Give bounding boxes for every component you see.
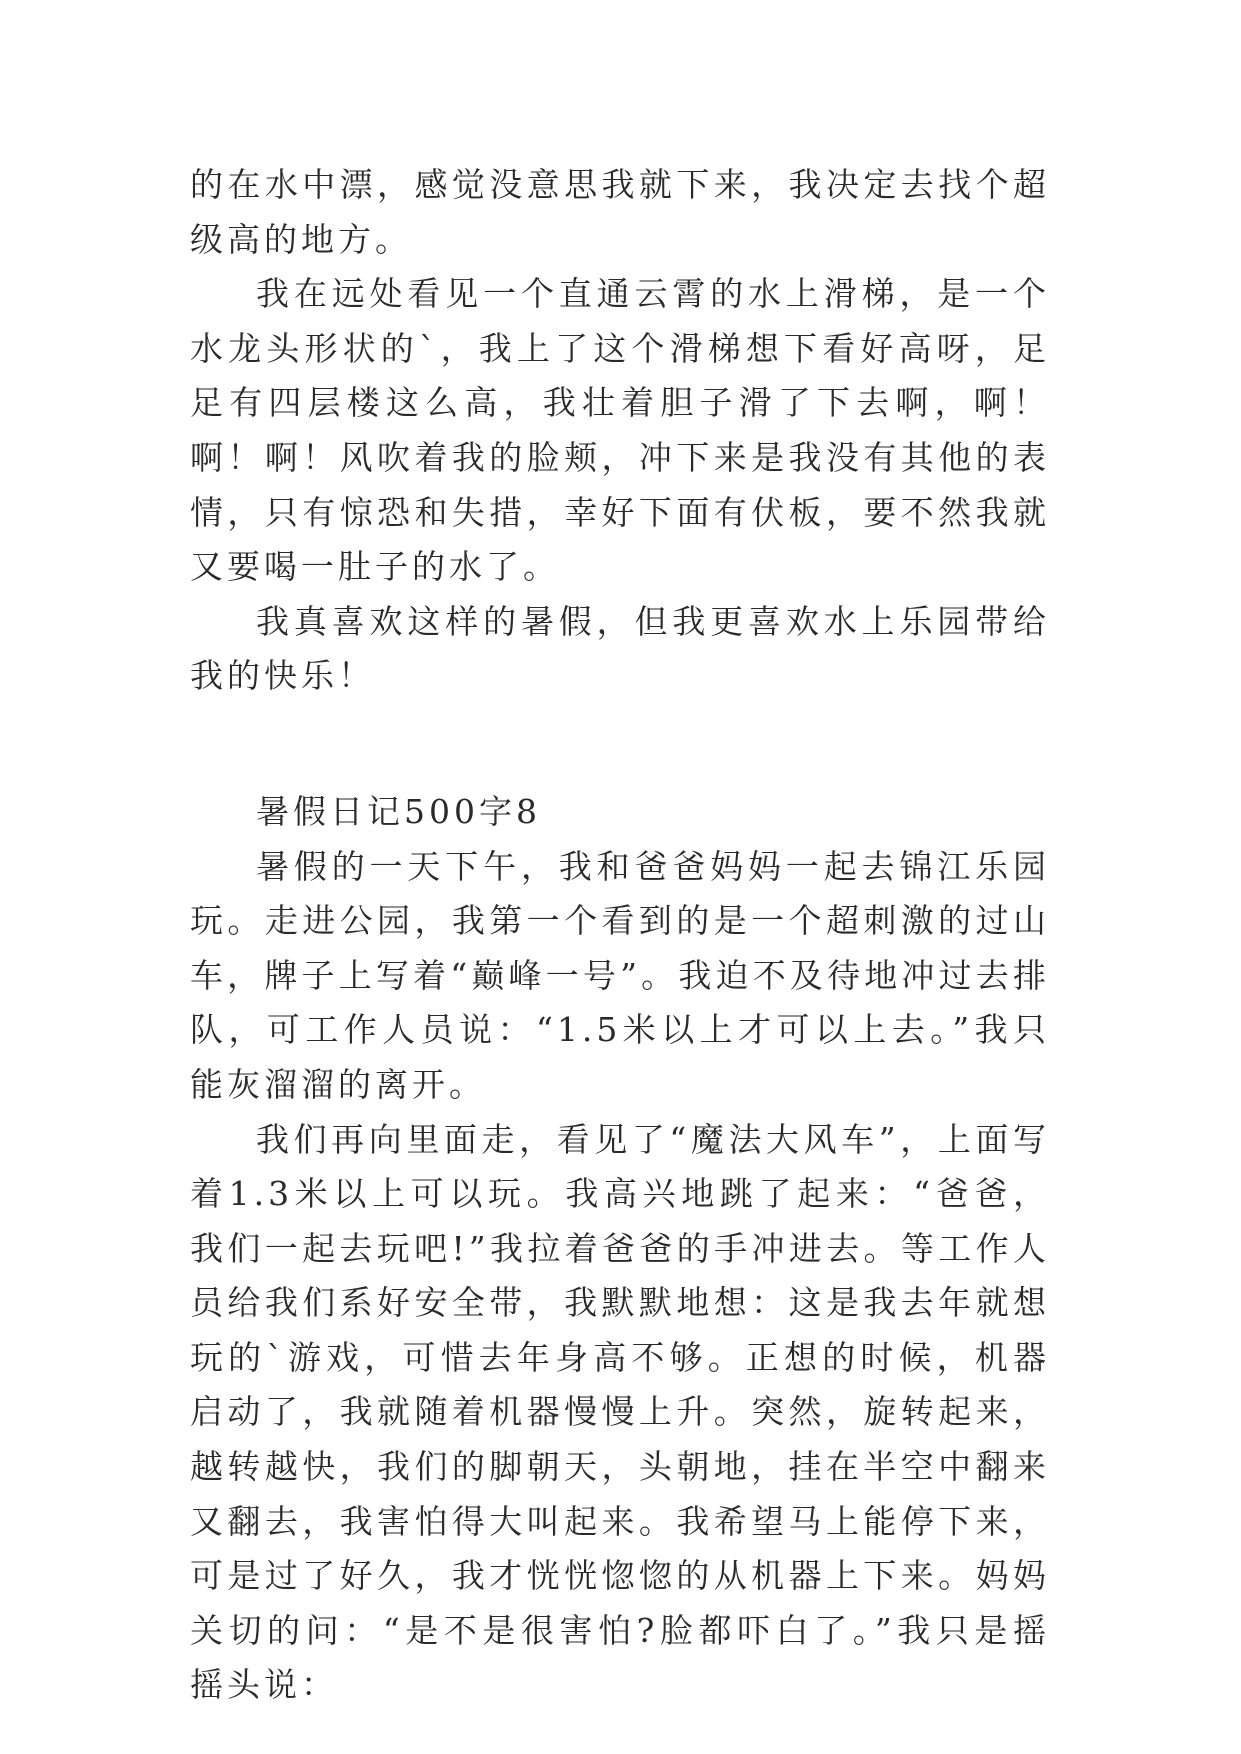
paragraph-conclusion: 我真喜欢这样的暑假，但我更喜欢水上乐园带给我的快乐！ [190, 601, 1050, 696]
paragraph-water-slide: 我在远处看见一个直通云霄的水上滑梯，是一个水龙头形状的`，我上了这个滑梯想下看好高呀，足足有四层楼这么高，我壮着胆子滑了下去啊，啊！啊！啊！风吹着我的脸颊，冲下来是我没有其他的表情，只有惊恐和失措，幸好下面有伏板，要不然我就又要喝一肚子的水了。 [190, 274, 1050, 587]
section-heading: 暑假日记500字8 [256, 791, 541, 831]
paragraph-windmill-ride: 我们再向里面走，看见了“魔法大风车”，上面写着1.3米以上可以玩。我高兴地跳了起来：“爸爸，我们一起去玩吧!”我拉着爸爸的手冲进去。等工作人员给我们系好安全带，我默默地想：这是我去年就想玩的`游戏，可惜去年身高不够。正想的时候，机器启动了，我就随着机器慢慢上升。突然，旋转起来，越转越快，我们的脚朝天，头朝地，挂在半空中翻来又翻去，我害怕得大叫起来。我希望马上能停下来，可是过了好久，我才恍恍惚惚的从机器上下来。妈妈关切的问：“是不是很害怕?脸都吓白了。”我只是摇摇头说： [190, 1119, 1050, 1705]
document-page [190, 158, 1050, 1713]
paragraph-continued: 的在水中漂，感觉没意思我就下来，我决定去找个超级高的地方。 [190, 165, 1050, 259]
section-gap [190, 704, 1050, 785]
paragraph-amusement-park: 暑假的一天下午，我和爸爸妈妈一起去锦江乐园玩。走进公园，我第一个看到的是一个超刺激的过山车，牌子上写着“巅峰一号”。我迫不及待地冲过去排队，可工作人员说：“1.5米以上才可以上去。”我只能灰溜溜的离开。 [190, 846, 1050, 1104]
